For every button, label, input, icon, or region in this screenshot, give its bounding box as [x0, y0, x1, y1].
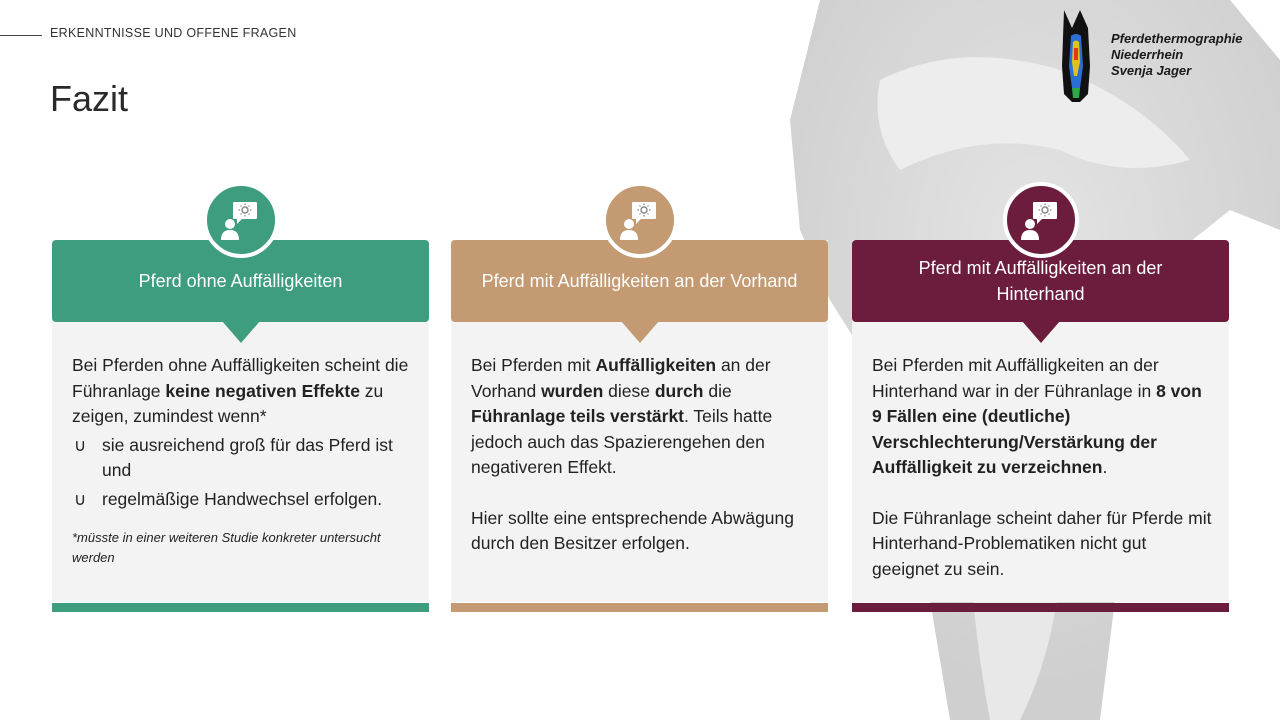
card-forehand-abnormalities	[451, 240, 828, 612]
card-bottom-bar	[451, 603, 828, 612]
text-span: zu zeigen, zumindest wenn*	[72, 380, 384, 426]
bold-text: wurden	[541, 380, 604, 401]
bold-text: Führanlage teils verstärkt	[471, 406, 684, 426]
card-paragraph	[471, 353, 811, 481]
logo-text	[1111, 31, 1242, 79]
text-span: .	[1102, 457, 1108, 477]
text-span: Bei Pferden mit Auffälligkeiten an der Hinterhand war in der Führanlage in	[872, 355, 1159, 401]
card-header-pointer	[621, 321, 659, 343]
card-header-pointer	[222, 321, 260, 343]
person-idea-icon	[203, 182, 279, 258]
card-paragraph	[872, 353, 1212, 481]
list-item	[72, 487, 412, 513]
card-paragraph: Die Führanlage scheint daher für Pferde mit Hinterhand-Problematiken nicht gut geeignet zu sein.	[872, 507, 1212, 579]
list-item	[72, 433, 412, 484]
text-span: Bei Pferden ohne Auffälligkeiten scheint die Führanlage	[72, 355, 409, 401]
list-item-text: sie ausreichend groß für das Pferd ist und	[102, 434, 393, 480]
logo-line-3: Svenja Jager	[1111, 63, 1192, 78]
text-span: . Teils hatte jedoch auch das Spazierengehen den negativeren Effekt.	[471, 406, 773, 477]
card-header-pointer	[1022, 321, 1060, 343]
text-span: Bei Pferden mit	[471, 355, 596, 375]
list-item-text: regelmäßige Handwechsel erfolgen.	[102, 488, 383, 509]
card-no-abnormalities	[52, 240, 429, 612]
logo-line-1: Pferdethermographie	[1111, 31, 1243, 46]
section-label: ERKENNTNISSE UND OFFENE FRAGEN	[50, 26, 297, 40]
card-bottom-bar	[852, 603, 1229, 612]
section-divider-line	[0, 35, 42, 36]
card-hindquarter-abnormalities	[852, 240, 1229, 612]
text-span: diese	[603, 380, 655, 401]
text-span: die	[703, 380, 732, 401]
person-idea-icon	[1003, 182, 1079, 258]
card-text	[872, 353, 1212, 582]
card-text	[471, 353, 811, 557]
horseshoe-icon: ∪	[74, 435, 87, 455]
card-text	[72, 353, 412, 568]
bold-text: keine negativen Effekte	[165, 380, 360, 401]
bold-text: Auffälligkeiten	[595, 355, 717, 375]
card-title: Pferd mit Auffälligkeiten an der Hinterhand	[918, 258, 1163, 304]
card-title: Pferd mit Auffälligkeiten an der Vorhand	[481, 271, 798, 291]
text-span: an der Vorhand	[471, 355, 771, 401]
card-paragraph	[72, 353, 412, 430]
person-idea-icon	[602, 182, 678, 258]
card-bottom-bar	[52, 603, 429, 612]
footnote: *müsste in einer weiteren Studie konkreter untersucht werden	[72, 530, 381, 565]
bold-text: durch	[654, 380, 704, 401]
bold-text: 8 von 9 Fällen eine (deutliche) Verschlechterung/Verstärkung der Auffälligkeit zu verzeichnen	[872, 380, 1202, 477]
horseshoe-icon: ∪	[74, 489, 87, 509]
card-paragraph: Hier sollte eine entsprechende Abwägung durch den Besitzer erfolgen.	[471, 507, 794, 553]
logo-line-2: Niederrhein	[1111, 47, 1184, 62]
card-title: Pferd ohne Auffälligkeiten	[138, 271, 343, 291]
slide-title: Fazit	[50, 78, 129, 119]
